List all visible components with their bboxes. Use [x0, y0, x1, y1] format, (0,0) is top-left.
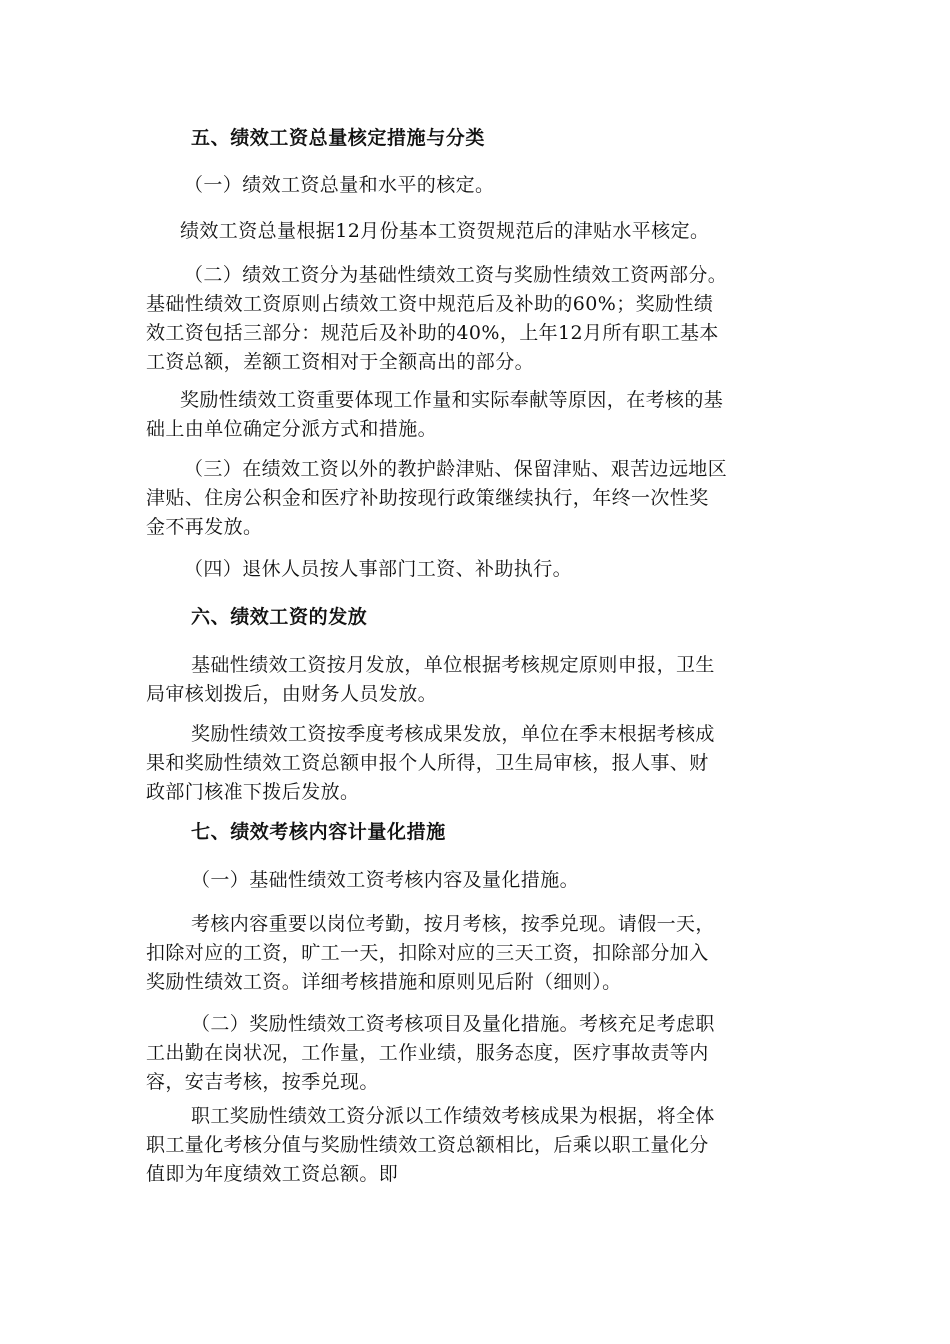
paragraph-7-1	[146, 866, 806, 895]
text-line: 扣除对应的工资，旷工一天，扣除对应的三天工资，扣除部分加入	[146, 942, 709, 964]
text-line: （二）绩效工资分为基础性绩效工资与奖励性绩效工资两部分。	[184, 264, 728, 286]
section-heading-7	[146, 818, 806, 847]
paragraph-5-2-reward	[146, 386, 806, 444]
text-line: 基础性绩效工资按月发放，单位根据考核规定原则申报，卫生	[191, 654, 715, 676]
text-line: 职工量化考核分值与奖励性绩效工资总额相比，后乘以职工量化分	[146, 1134, 709, 1156]
text-line: 基础性绩效工资原则占绩效工资中规范后及补助的60%；奖励性绩	[146, 293, 714, 315]
text-line: 局审核划拨后，由财务人员发放。	[146, 683, 438, 705]
paragraph-7-2	[146, 1010, 806, 1097]
paragraph-5-4	[146, 555, 806, 584]
paragraph-7-2-allocation	[146, 1102, 806, 1189]
text-line: 六、绩效工资的发放	[191, 606, 368, 628]
section-heading-5	[146, 124, 806, 153]
text-line: 值即为年度绩效工资总额。即	[146, 1163, 399, 1185]
text-line: 绩效工资总量根据12月份基本工资贺规范后的津贴水平核定。	[180, 220, 710, 242]
text-line: 金不再发放。	[146, 516, 263, 538]
text-line: （一）绩效工资总量和水平的核定。	[184, 174, 495, 196]
text-line: 奖励性绩效工资重要体现工作量和实际奉献等原因，在考核的基	[180, 389, 724, 411]
paragraph-5-1-body	[146, 217, 806, 246]
text-line: 津贴、住房公积金和医疗补助按现行政策继续执行，年终一次性奖	[146, 487, 709, 509]
paragraph-5-1	[146, 171, 806, 200]
text-line: 奖励性绩效工资按季度考核成果发放，单位在季末根据考核成	[191, 723, 715, 745]
text-line: （四）退休人员按人事部门工资、补助执行。	[184, 558, 573, 580]
paragraph-5-2	[146, 261, 806, 377]
text-line: 果和奖励性绩效工资总额申报个人所得，卫生局审核，报人事、财	[146, 752, 709, 774]
text-line: 效工资包括三部分：规范后及补助的40%，上年12月所有职工基本	[146, 322, 719, 344]
text-line: 职工奖励性绩效工资分派以工作绩效考核成果为根据，将全体	[191, 1105, 715, 1127]
text-line: 考核内容重要以岗位考勤，按月考核，按季兑现。请假一天，	[191, 913, 715, 935]
text-line: 容，安吉考核，按季兑现。	[146, 1071, 379, 1093]
text-line: 础上由单位确定分派方式和措施。	[146, 418, 438, 440]
text-line: 政部门核准下拨后发放。	[146, 781, 360, 803]
text-line: （一）基础性绩效工资考核内容及量化措施。	[191, 869, 580, 891]
paragraph-6-1	[146, 651, 806, 709]
paragraph-7-1-body	[146, 910, 806, 997]
text-line: 工资总额，差额工资相对于全额高出的部分。	[146, 351, 535, 373]
text-line: 七、绩效考核内容计量化措施	[191, 821, 446, 843]
text-line: （二）奖励性绩效工资考核项目及量化措施。考核充足考虑职	[191, 1013, 715, 1035]
text-line: 工出勤在岗状况，工作量，工作业绩，服务态度，医疗事故责等内	[146, 1042, 709, 1064]
text-line: 奖励性绩效工资。详细考核措施和原则见后附（细则）。	[146, 971, 622, 993]
text-line: 五、绩效工资总量核定措施与分类	[191, 127, 486, 149]
section-heading-6	[146, 603, 806, 632]
paragraph-5-3	[146, 455, 806, 542]
text-line: （三）在绩效工资以外的教护龄津贴、保留津贴、艰苦边远地区	[184, 458, 728, 480]
paragraph-6-2	[146, 720, 806, 807]
